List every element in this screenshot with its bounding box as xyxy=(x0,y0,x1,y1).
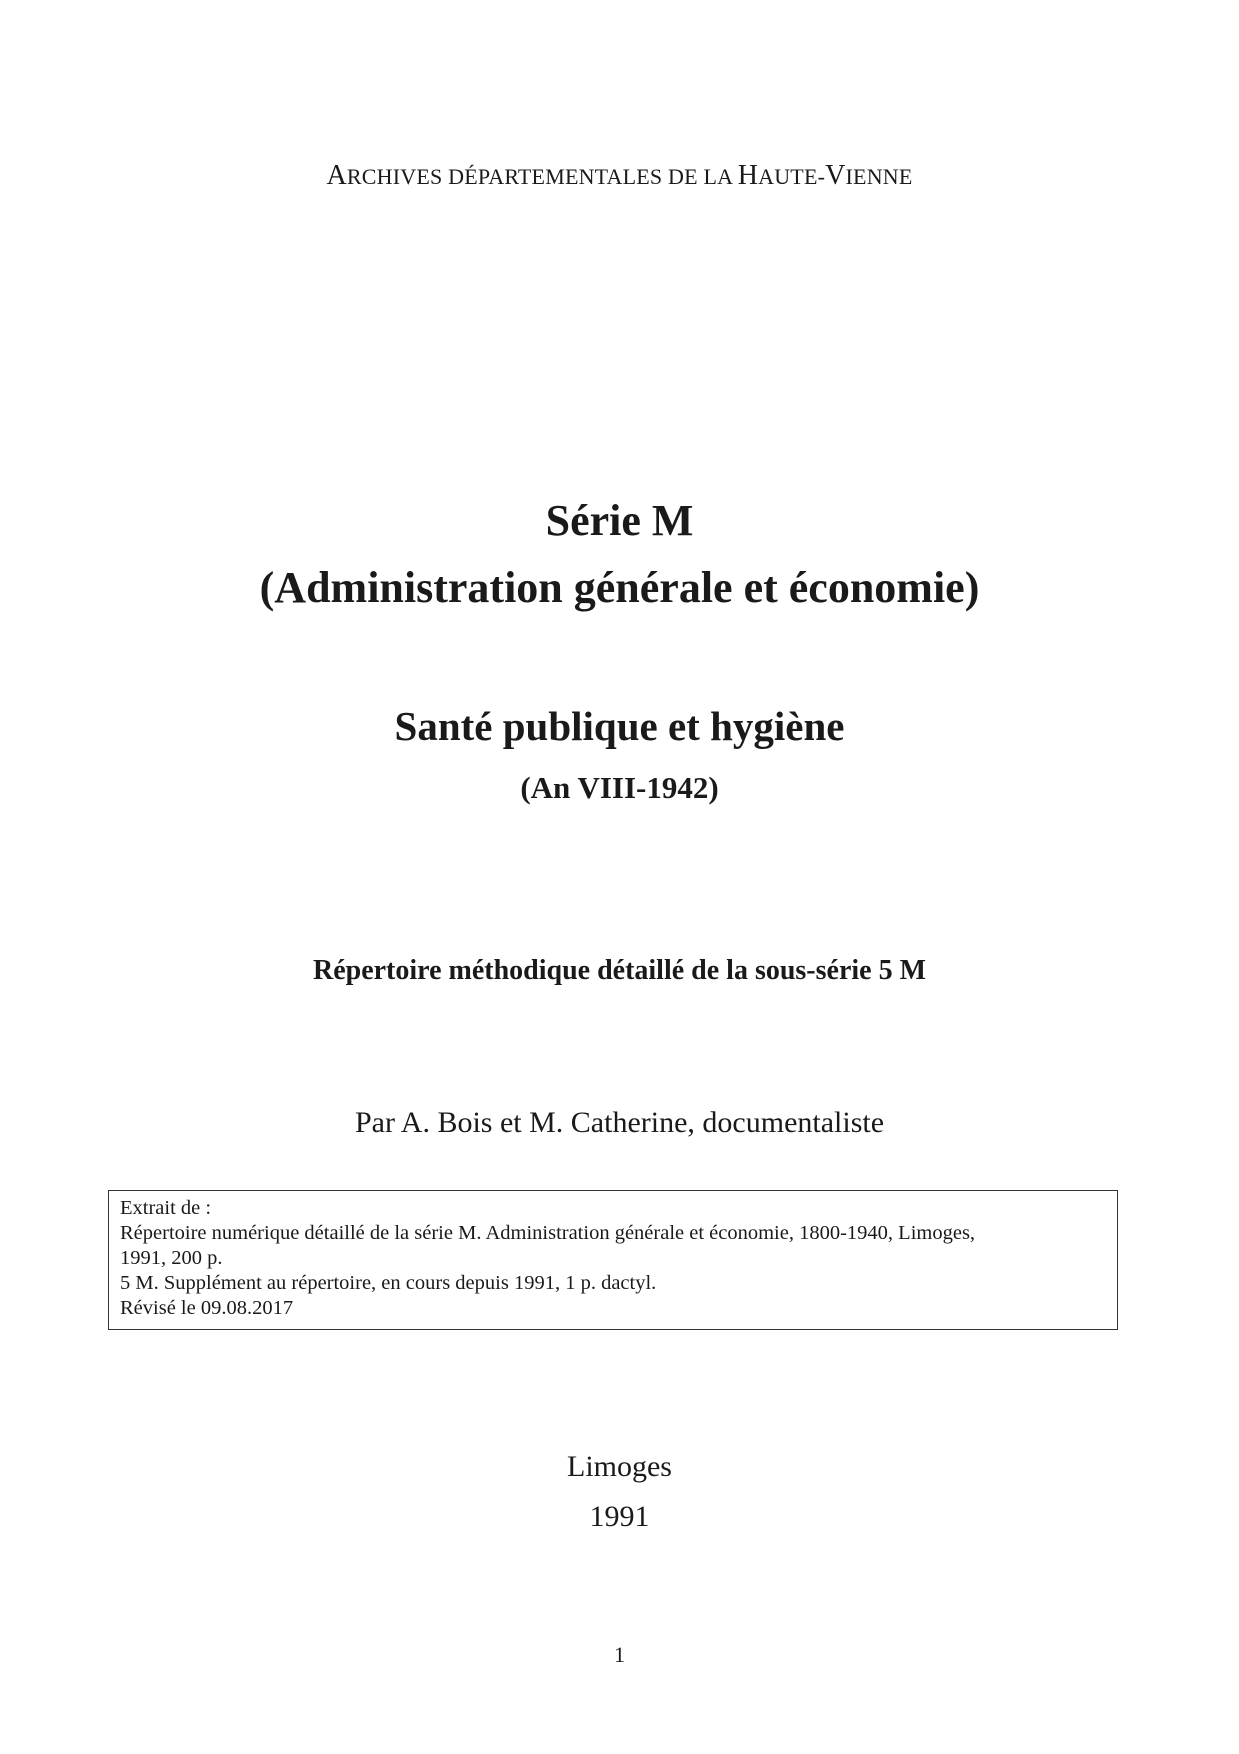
date-range: (An VIII-1942) xyxy=(520,770,719,805)
extract-line-2: 1991, 200 p. xyxy=(120,1247,223,1269)
extract-line-1: Répertoire numérique détaillé de la série M. Administration générale et économie, 1800-1940, Limoges, xyxy=(120,1222,976,1244)
header-cap-1: A xyxy=(326,160,347,191)
extract-label: Extrait de : xyxy=(120,1197,212,1219)
subject-title: Santé publique et hygiène xyxy=(394,703,845,749)
extract-line-4: Révisé le 09.08.2017 xyxy=(120,1297,294,1319)
institution-header xyxy=(0,160,1239,192)
header-rest-3: IENNE xyxy=(845,164,913,189)
repertoire-title: Répertoire méthodique détaillé de la sous-série 5 M xyxy=(312,955,927,986)
authors-line: Par A. Bois et M. Catherine, documentaliste xyxy=(354,1106,885,1139)
header-cap-3: V xyxy=(825,160,846,191)
imprint-year: 1991 xyxy=(589,1500,650,1533)
series-title: Série M xyxy=(545,496,694,545)
header-cap-2: H xyxy=(737,160,759,191)
header-rest-2: AUTE- xyxy=(758,164,826,189)
header-rest-1: RCHIVES DÉPARTEMENTALES DE LA xyxy=(346,164,738,189)
page-number: 1 xyxy=(614,1642,625,1667)
imprint-place: Limoges xyxy=(567,1450,672,1483)
extract-line-3: 5 M. Supplément au répertoire, en cours depuis 1991, 1 p. dactyl. xyxy=(120,1272,657,1294)
extract-box xyxy=(108,1190,1118,1330)
series-subject: (Administration générale et économie) xyxy=(259,563,980,612)
